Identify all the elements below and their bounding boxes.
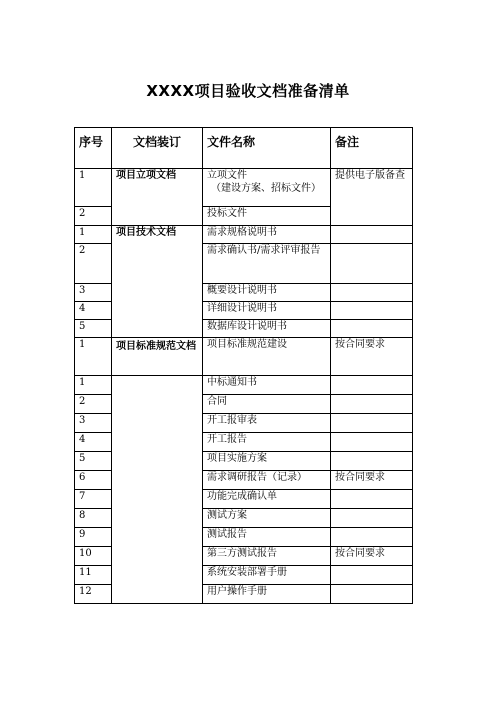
row-name: 开工报告 bbox=[203, 433, 331, 452]
row-name bbox=[203, 169, 331, 207]
row-name: 数据库设计说明书 bbox=[203, 320, 331, 338]
row-name: 需求调研报告（记录） bbox=[203, 471, 331, 490]
row-note bbox=[331, 244, 413, 284]
row-name-subtext: （建设方案、招标文件） bbox=[211, 183, 321, 194]
table-row bbox=[75, 376, 413, 395]
row-seq: 10 bbox=[75, 547, 112, 566]
row-seq: 12 bbox=[75, 585, 112, 604]
row-seq: 2 bbox=[75, 244, 112, 284]
row-note bbox=[331, 433, 413, 452]
row-seq: 6 bbox=[75, 471, 112, 490]
row-note bbox=[331, 490, 413, 509]
table-header-row bbox=[75, 128, 413, 169]
row-seq: 4 bbox=[75, 302, 112, 320]
row-note bbox=[331, 302, 413, 320]
table-row bbox=[75, 338, 413, 376]
row-note bbox=[331, 452, 413, 471]
row-name: 开工报审表 bbox=[203, 414, 331, 433]
row-seq: 1 bbox=[75, 226, 112, 244]
row-note bbox=[331, 395, 413, 414]
row-name: 中标通知书 bbox=[203, 376, 331, 395]
row-note bbox=[331, 414, 413, 433]
row-name: 需求规格说明书 bbox=[203, 226, 331, 244]
row-seq: 7 bbox=[75, 490, 112, 509]
row-seq: 11 bbox=[75, 566, 112, 585]
row-name: 功能完成确认单 bbox=[203, 490, 331, 509]
row-name: 用户操作手册 bbox=[203, 585, 331, 604]
row-name: 概要设计说明书 bbox=[203, 284, 331, 302]
row-note: 提供电子版备查 bbox=[331, 169, 413, 226]
category-cell bbox=[112, 376, 203, 604]
row-seq: 8 bbox=[75, 509, 112, 528]
row-seq: 3 bbox=[75, 284, 112, 302]
row-note: 按合同要求 bbox=[331, 338, 413, 376]
row-name: 项目标准规范建设 bbox=[203, 338, 331, 376]
row-name: 项目实施方案 bbox=[203, 452, 331, 471]
row-seq: 4 bbox=[75, 433, 112, 452]
row-note bbox=[331, 226, 413, 244]
row-name: 测试方案 bbox=[203, 509, 331, 528]
row-name: 系统安装部署手册 bbox=[203, 566, 331, 585]
row-seq: 5 bbox=[75, 452, 112, 471]
row-note bbox=[331, 376, 413, 395]
row-seq: 9 bbox=[75, 528, 112, 547]
row-name: 需求确认书/需求评审报告 bbox=[203, 244, 331, 284]
row-name: 详细设计说明书 bbox=[203, 302, 331, 320]
header-seq: 序号 bbox=[75, 128, 112, 169]
row-note bbox=[331, 528, 413, 547]
row-seq: 1 bbox=[75, 169, 112, 207]
category-cell: 项目标准规范文档 bbox=[112, 338, 203, 376]
row-note bbox=[331, 320, 413, 338]
row-seq: 5 bbox=[75, 320, 112, 338]
row-seq: 1 bbox=[75, 338, 112, 376]
row-seq: 3 bbox=[75, 414, 112, 433]
row-note bbox=[331, 585, 413, 604]
table-row bbox=[75, 226, 413, 244]
document-checklist-table bbox=[74, 127, 413, 604]
category-cell: 项目立项文档 bbox=[112, 169, 203, 226]
table-row bbox=[75, 169, 413, 207]
row-note: 按合同要求 bbox=[331, 471, 413, 490]
header-name: 文件名称 bbox=[203, 128, 331, 169]
header-binding: 文档装订 bbox=[112, 128, 203, 169]
row-name: 投标文件 bbox=[203, 207, 331, 226]
row-note bbox=[331, 566, 413, 585]
row-name: 第三方测试报告 bbox=[203, 547, 331, 566]
row-seq: 2 bbox=[75, 207, 112, 226]
row-note bbox=[331, 284, 413, 302]
row-name: 合同 bbox=[203, 395, 331, 414]
header-note: 备注 bbox=[331, 128, 413, 169]
row-seq: 2 bbox=[75, 395, 112, 414]
row-note bbox=[331, 509, 413, 528]
row-seq: 1 bbox=[75, 376, 112, 395]
row-note: 按合同要求 bbox=[331, 547, 413, 566]
page-title: XXXX项目验收文档准备清单 bbox=[146, 82, 350, 100]
category-cell: 项目技术文档 bbox=[112, 226, 203, 338]
row-name: 测试报告 bbox=[203, 528, 331, 547]
row-name-text: 立项文件 bbox=[207, 170, 247, 181]
